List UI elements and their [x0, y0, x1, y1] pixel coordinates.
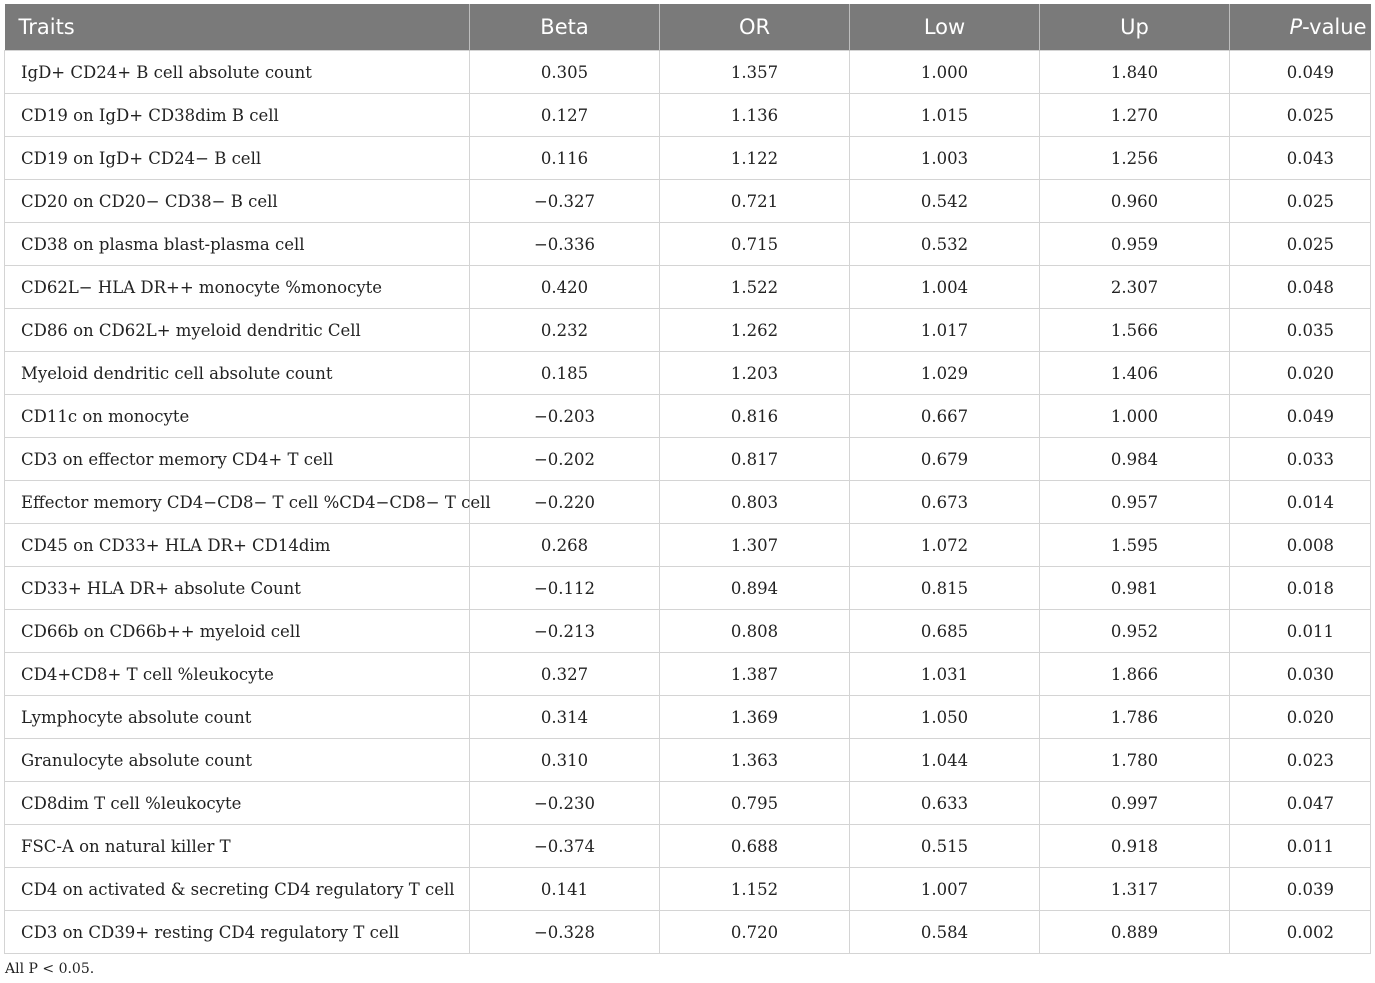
cell-p-value: 0.030 — [1230, 653, 1371, 696]
cell-p-value: 0.033 — [1230, 438, 1371, 481]
cell-low: 1.050 — [850, 696, 1040, 739]
cell-low: 1.044 — [850, 739, 1040, 782]
cell-beta: −0.112 — [470, 567, 660, 610]
cell-or: 1.363 — [660, 739, 850, 782]
cell-beta: −0.327 — [470, 180, 660, 223]
cell-beta: 0.127 — [470, 94, 660, 137]
cell-up: 1.595 — [1040, 524, 1230, 567]
table-row — [5, 309, 1371, 352]
cell-beta: 0.116 — [470, 137, 660, 180]
cell-or: 1.357 — [660, 51, 850, 94]
cell-low: 1.003 — [850, 137, 1040, 180]
cell-p-value: 0.014 — [1230, 481, 1371, 524]
cell-or: 0.803 — [660, 481, 850, 524]
cell-beta: 0.327 — [470, 653, 660, 696]
cell-up: 1.786 — [1040, 696, 1230, 739]
cell-trait: CD11c on monocyte — [5, 395, 470, 438]
cell-up: 0.889 — [1040, 911, 1230, 954]
cell-beta: −0.374 — [470, 825, 660, 868]
cell-or: 0.894 — [660, 567, 850, 610]
header-or: OR — [660, 4, 850, 51]
cell-trait: CD20 on CD20− CD38− B cell — [5, 180, 470, 223]
cell-trait: CD4 on activated & secreting CD4 regulatory T cell — [5, 868, 470, 911]
table-row — [5, 395, 1371, 438]
results-table-container — [4, 4, 1370, 954]
cell-trait: CD4+CD8+ T cell %leukocyte — [5, 653, 470, 696]
cell-up: 0.981 — [1040, 567, 1230, 610]
cell-or: 1.522 — [660, 266, 850, 309]
header-p-value — [1230, 4, 1371, 51]
cell-low: 0.584 — [850, 911, 1040, 954]
cell-low: 1.007 — [850, 868, 1040, 911]
cell-beta: −0.230 — [470, 782, 660, 825]
cell-or: 0.816 — [660, 395, 850, 438]
cell-beta: −0.328 — [470, 911, 660, 954]
cell-up: 1.270 — [1040, 94, 1230, 137]
cell-beta: −0.220 — [470, 481, 660, 524]
table-row — [5, 180, 1371, 223]
cell-trait: Effector memory CD4−CD8− T cell %CD4−CD8− T cell — [5, 481, 470, 524]
cell-low: 0.633 — [850, 782, 1040, 825]
cell-low: 0.542 — [850, 180, 1040, 223]
cell-up: 1.780 — [1040, 739, 1230, 782]
cell-p-value: 0.047 — [1230, 782, 1371, 825]
cell-beta: 0.420 — [470, 266, 660, 309]
cell-low: 0.679 — [850, 438, 1040, 481]
cell-low: 0.685 — [850, 610, 1040, 653]
cell-low: 1.031 — [850, 653, 1040, 696]
cell-p-value: 0.020 — [1230, 696, 1371, 739]
table-row — [5, 223, 1371, 266]
table-row — [5, 94, 1371, 137]
cell-low: 1.000 — [850, 51, 1040, 94]
cell-p-value: 0.049 — [1230, 51, 1371, 94]
cell-or: 0.715 — [660, 223, 850, 266]
cell-beta: −0.213 — [470, 610, 660, 653]
table-row — [5, 137, 1371, 180]
table-row — [5, 352, 1371, 395]
table-row — [5, 610, 1371, 653]
cell-trait: Myeloid dendritic cell absolute count — [5, 352, 470, 395]
cell-p-value: 0.025 — [1230, 180, 1371, 223]
table-row — [5, 782, 1371, 825]
footnote: All P < 0.05. — [5, 961, 95, 977]
cell-p-value: 0.025 — [1230, 94, 1371, 137]
cell-up: 1.566 — [1040, 309, 1230, 352]
cell-p-value: 0.002 — [1230, 911, 1371, 954]
cell-up: 0.957 — [1040, 481, 1230, 524]
cell-or: 1.387 — [660, 653, 850, 696]
cell-p-value: 0.049 — [1230, 395, 1371, 438]
cell-up: 1.317 — [1040, 868, 1230, 911]
cell-beta: 0.314 — [470, 696, 660, 739]
cell-or: 0.817 — [660, 438, 850, 481]
header-p-value-italic: P — [1289, 15, 1303, 39]
cell-trait: FSC-A on natural killer T — [5, 825, 470, 868]
cell-p-value: 0.008 — [1230, 524, 1371, 567]
table-row — [5, 868, 1371, 911]
cell-trait: CD38 on plasma blast-plasma cell — [5, 223, 470, 266]
cell-p-value: 0.025 — [1230, 223, 1371, 266]
cell-trait: CD33+ HLA DR+ absolute Count — [5, 567, 470, 610]
cell-or: 0.688 — [660, 825, 850, 868]
cell-beta: 0.232 — [470, 309, 660, 352]
cell-beta: 0.185 — [470, 352, 660, 395]
results-table — [4, 4, 1371, 954]
header-low: Low — [850, 4, 1040, 51]
cell-trait: CD3 on effector memory CD4+ T cell — [5, 438, 470, 481]
cell-low: 1.017 — [850, 309, 1040, 352]
cell-p-value: 0.018 — [1230, 567, 1371, 610]
cell-low: 0.673 — [850, 481, 1040, 524]
cell-trait: CD19 on IgD+ CD24− B cell — [5, 137, 470, 180]
table-row — [5, 438, 1371, 481]
cell-p-value: 0.020 — [1230, 352, 1371, 395]
cell-up: 0.960 — [1040, 180, 1230, 223]
table-row — [5, 524, 1371, 567]
cell-or: 0.795 — [660, 782, 850, 825]
cell-up: 2.307 — [1040, 266, 1230, 309]
cell-up: 1.840 — [1040, 51, 1230, 94]
cell-up: 1.866 — [1040, 653, 1230, 696]
cell-or: 0.721 — [660, 180, 850, 223]
table-row — [5, 696, 1371, 739]
cell-trait: CD3 on CD39+ resting CD4 regulatory T cell — [5, 911, 470, 954]
cell-up: 0.918 — [1040, 825, 1230, 868]
cell-beta: −0.336 — [470, 223, 660, 266]
cell-beta: 0.310 — [470, 739, 660, 782]
cell-low: 0.515 — [850, 825, 1040, 868]
cell-up: 0.952 — [1040, 610, 1230, 653]
cell-or: 1.203 — [660, 352, 850, 395]
cell-low: 1.015 — [850, 94, 1040, 137]
cell-or: 1.122 — [660, 137, 850, 180]
header-up: Up — [1040, 4, 1230, 51]
cell-trait: CD19 on IgD+ CD38dim B cell — [5, 94, 470, 137]
header-beta: Beta — [470, 4, 660, 51]
cell-trait: CD45 on CD33+ HLA DR+ CD14dim — [5, 524, 470, 567]
cell-p-value: 0.011 — [1230, 825, 1371, 868]
cell-p-value: 0.035 — [1230, 309, 1371, 352]
cell-or: 0.720 — [660, 911, 850, 954]
table-row — [5, 481, 1371, 524]
table-row — [5, 266, 1371, 309]
cell-low: 0.667 — [850, 395, 1040, 438]
cell-up: 1.000 — [1040, 395, 1230, 438]
cell-trait: CD62L− HLA DR++ monocyte %monocyte — [5, 266, 470, 309]
cell-trait: IgD+ CD24+ B cell absolute count — [5, 51, 470, 94]
header-row — [5, 4, 1371, 51]
cell-low: 1.029 — [850, 352, 1040, 395]
table-row — [5, 739, 1371, 782]
cell-beta: −0.203 — [470, 395, 660, 438]
table-row — [5, 51, 1371, 94]
cell-up: 0.959 — [1040, 223, 1230, 266]
cell-trait: Granulocyte absolute count — [5, 739, 470, 782]
cell-beta: 0.268 — [470, 524, 660, 567]
cell-up: 1.406 — [1040, 352, 1230, 395]
cell-up: 0.997 — [1040, 782, 1230, 825]
table-row — [5, 911, 1371, 954]
table-row — [5, 653, 1371, 696]
cell-or: 0.808 — [660, 610, 850, 653]
table-row — [5, 825, 1371, 868]
cell-low: 1.072 — [850, 524, 1040, 567]
cell-trait: CD66b on CD66b++ myeloid cell — [5, 610, 470, 653]
header-traits: Traits — [5, 4, 470, 51]
cell-trait: CD8dim T cell %leukocyte — [5, 782, 470, 825]
cell-trait: Lymphocyte absolute count — [5, 696, 470, 739]
cell-or: 1.152 — [660, 868, 850, 911]
cell-p-value: 0.023 — [1230, 739, 1371, 782]
cell-p-value: 0.048 — [1230, 266, 1371, 309]
cell-low: 1.004 — [850, 266, 1040, 309]
cell-or: 1.262 — [660, 309, 850, 352]
cell-beta: 0.141 — [470, 868, 660, 911]
cell-low: 0.532 — [850, 223, 1040, 266]
cell-beta: −0.202 — [470, 438, 660, 481]
cell-or: 1.369 — [660, 696, 850, 739]
cell-trait: CD86 on CD62L+ myeloid dendritic Cell — [5, 309, 470, 352]
cell-p-value: 0.043 — [1230, 137, 1371, 180]
cell-low: 0.815 — [850, 567, 1040, 610]
cell-p-value: 0.039 — [1230, 868, 1371, 911]
cell-beta: 0.305 — [470, 51, 660, 94]
table-body — [5, 51, 1371, 954]
header-p-value-rest: -value — [1302, 15, 1367, 39]
cell-or: 1.307 — [660, 524, 850, 567]
cell-or: 1.136 — [660, 94, 850, 137]
cell-up: 0.984 — [1040, 438, 1230, 481]
cell-p-value: 0.011 — [1230, 610, 1371, 653]
table-row — [5, 567, 1371, 610]
cell-up: 1.256 — [1040, 137, 1230, 180]
